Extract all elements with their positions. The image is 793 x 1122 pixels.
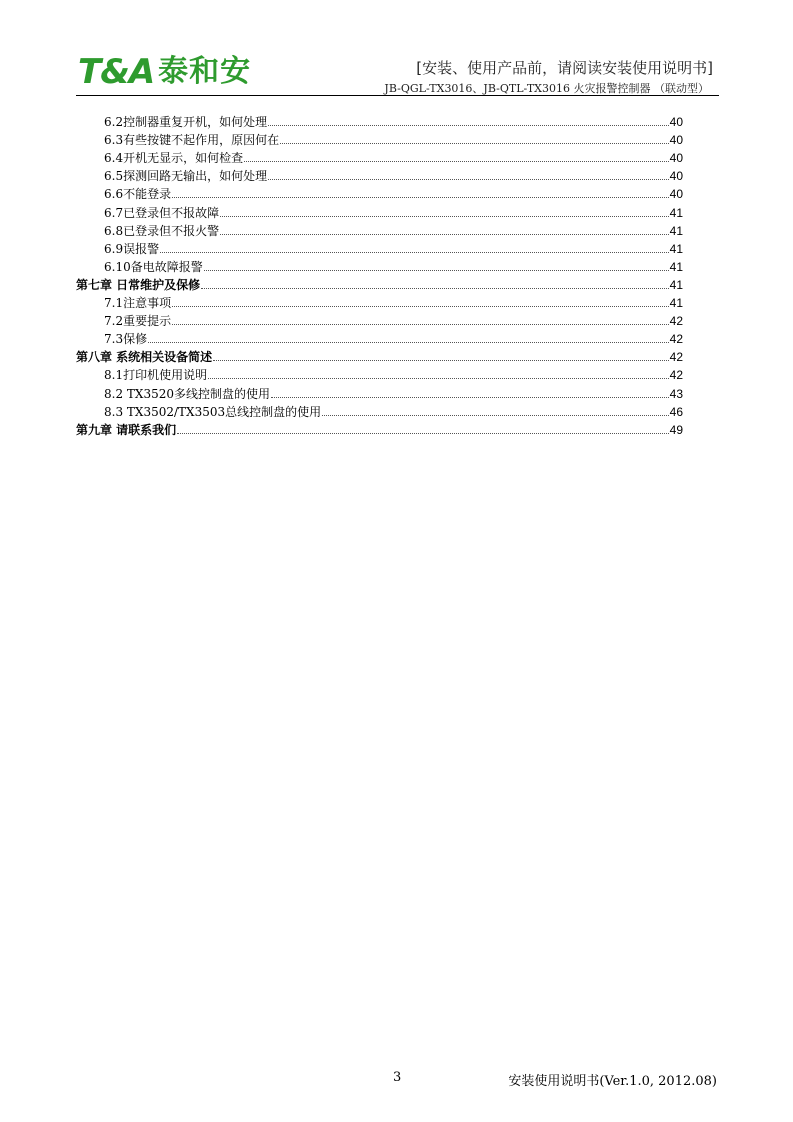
header-subtitle: JB-QGL-TX3016、JB-QTL-TX3016 火灾报警控制器 （联动型）	[384, 82, 709, 95]
toc-entry-label: 8.2 TX3520多线控制盘的使用	[104, 386, 270, 401]
toc-entry-page: 40	[669, 151, 683, 166]
toc-entry[interactable]	[76, 166, 683, 184]
toc-dot-leader	[208, 378, 669, 379]
toc-entry-page: 42	[669, 314, 683, 329]
toc-entry[interactable]	[76, 275, 683, 293]
toc-entry-page: 41	[669, 241, 683, 256]
toc-entry-label: 8.1打印机使用说明	[104, 368, 208, 383]
toc-entry-label: 第七章 日常维护及保修	[76, 277, 201, 292]
toc-entry-page: 40	[669, 133, 683, 148]
toc-entry[interactable]	[76, 329, 683, 347]
toc-entry-page: 42	[669, 350, 683, 365]
header-divider	[76, 95, 719, 96]
toc-entry-page: 42	[669, 368, 683, 383]
toc-entry-label: 7.2重要提示	[104, 314, 172, 329]
toc-entry-label: 6.2控制器重复开机，如何处理	[104, 115, 268, 130]
toc-entry-label: 第八章 系统相关设备简述	[76, 350, 213, 365]
toc-entry[interactable]	[76, 148, 683, 166]
toc-entry-page: 41	[669, 277, 683, 292]
toc-dot-leader	[244, 161, 669, 162]
toc-entry[interactable]	[76, 257, 683, 275]
toc-entry-page: 43	[669, 386, 683, 401]
toc-entry-page: 41	[669, 223, 683, 238]
toc-entry[interactable]	[76, 112, 683, 130]
toc-entry-label: 6.7已登录但不报故障	[104, 205, 220, 220]
toc-entry-page: 40	[669, 115, 683, 130]
footer-page-number: 3	[393, 1070, 402, 1085]
toc-dot-leader	[204, 270, 669, 271]
toc-dot-leader	[268, 125, 669, 126]
toc-entry[interactable]	[76, 347, 683, 365]
toc-dot-leader	[160, 252, 669, 253]
toc-entry[interactable]	[76, 365, 683, 383]
toc-dot-leader	[177, 433, 668, 434]
toc-entry[interactable]	[76, 184, 683, 202]
logo-mark-text: T&A	[78, 52, 155, 92]
toc-entry-label: 6.8已登录但不报火警	[104, 223, 220, 238]
toc-entry[interactable]	[76, 402, 683, 420]
toc-dot-leader	[201, 288, 668, 289]
toc-entry-label: 6.9误报警	[104, 241, 160, 256]
logo-mark	[78, 52, 154, 92]
toc-entry[interactable]	[76, 311, 683, 329]
toc-entry-page: 41	[669, 205, 683, 220]
toc-dot-leader	[220, 234, 669, 235]
toc-entry-label: 6.6不能登录	[104, 187, 172, 202]
footer-doc-label: 安装使用说明书(Ver.1.0, 2012.08)	[508, 1074, 717, 1089]
toc-entry-label: 7.1注意事项	[104, 296, 172, 311]
toc-entry-label: 6.3有些按键不起作用，原因何在	[104, 133, 280, 148]
toc-dot-leader	[148, 342, 669, 343]
header-title: [安装、使用产品前，请阅读安装使用说明书]	[416, 59, 713, 77]
toc-dot-leader	[220, 216, 669, 217]
toc-entry-label: 第九章 请联系我们	[76, 422, 177, 437]
company-logo	[78, 52, 251, 92]
logo-company-name: 泰和安	[158, 54, 252, 89]
toc-entry[interactable]	[76, 293, 683, 311]
toc-entry[interactable]	[76, 383, 683, 401]
toc-entry-page: 41	[669, 296, 683, 311]
toc-dot-leader	[172, 197, 669, 198]
toc-dot-leader	[213, 360, 668, 361]
toc-entry-page: 40	[669, 187, 683, 202]
toc-entry[interactable]	[76, 239, 683, 257]
toc-dot-leader	[280, 143, 669, 144]
toc-entry[interactable]	[76, 221, 683, 239]
toc-entry[interactable]	[76, 202, 683, 220]
toc-entry-label: 6.4开机无显示，如何检查	[104, 151, 244, 166]
toc-entry-label: 8.3 TX3502/TX3503总线控制盘的使用	[104, 404, 322, 419]
table-of-contents	[76, 112, 683, 438]
toc-entry-label: 6.5探测回路无输出，如何处理	[104, 169, 268, 184]
toc-entry[interactable]	[76, 130, 683, 148]
toc-entry-page: 46	[669, 404, 683, 419]
toc-dot-leader	[268, 179, 669, 180]
toc-entry-label: 7.3保修	[104, 332, 148, 347]
toc-entry-page: 41	[669, 259, 683, 274]
toc-dot-leader	[322, 415, 669, 416]
toc-entry-page: 40	[669, 169, 683, 184]
toc-entry-page: 42	[669, 332, 683, 347]
toc-dot-leader	[172, 324, 669, 325]
toc-entry-label: 6.10备电故障报警	[104, 259, 203, 274]
toc-dot-leader	[271, 397, 669, 398]
toc-dot-leader	[172, 306, 669, 307]
toc-entry-page: 49	[669, 422, 683, 437]
toc-entry[interactable]	[76, 420, 683, 438]
